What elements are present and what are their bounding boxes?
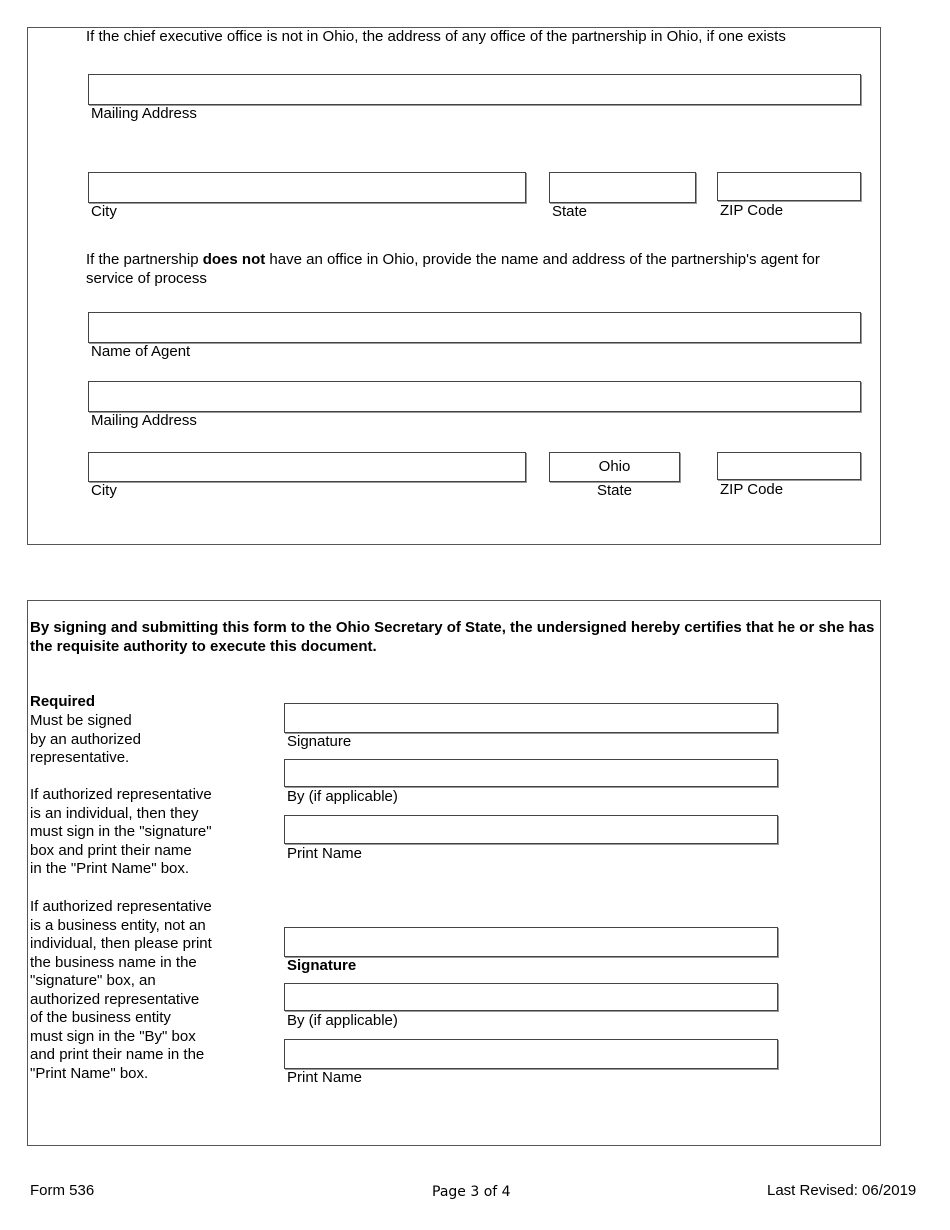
- business-entity-instructions: If authorized representative is a business entity, not an individual, then please print the business name in the "signature" box, an authorized representative of the business entity must sign in the "By" box and print their name in the "Print Name" box.: [30, 898, 212, 1082]
- agent-city-label: City: [91, 482, 117, 499]
- city-label: City: [91, 203, 117, 220]
- print-name-label-2: Print Name: [287, 1069, 363, 1086]
- print-name-input-1[interactable]: [284, 815, 778, 844]
- zip-code-label: ZIP Code: [720, 202, 784, 219]
- by-input-1[interactable]: [284, 759, 778, 787]
- signature-input-2[interactable]: [284, 927, 778, 957]
- state-label: State: [552, 203, 588, 220]
- agent-name-input[interactable]: [88, 312, 861, 343]
- ohio-office-instructions: If the chief executive office is not in Ohio, the address of any office of the partnership in Ohio, if one exists: [86, 28, 786, 45]
- page-number: Page 3 of 4: [432, 1184, 511, 1200]
- mailing-address-input[interactable]: [88, 74, 861, 105]
- state-input[interactable]: [549, 172, 696, 203]
- zip-code-input[interactable]: [717, 172, 861, 201]
- city-input[interactable]: [88, 172, 526, 203]
- required-instructions: Must be signed by an authorized representative.: [30, 712, 141, 766]
- agent-state-value: Ohio: [598, 458, 631, 475]
- print-name-input-2[interactable]: [284, 1039, 778, 1069]
- agent-mailing-address-input[interactable]: [88, 381, 861, 412]
- agent-zip-code-label: ZIP Code: [720, 481, 784, 498]
- agent-state-field[interactable]: [549, 452, 680, 482]
- signature-label-2: Signature: [287, 957, 357, 974]
- agent-state-label: State: [597, 482, 633, 499]
- agent-name-label: Name of Agent: [91, 343, 191, 360]
- signature-label-1: Signature: [287, 733, 352, 750]
- agent-instructions-emphasis: does not: [202, 251, 266, 268]
- by-label-1: By (if applicable): [287, 788, 398, 805]
- signature-input-1[interactable]: [284, 703, 778, 733]
- mailing-address-label: Mailing Address: [91, 105, 197, 122]
- form-number: Form 536: [30, 1182, 95, 1199]
- agent-zip-code-input[interactable]: [717, 452, 861, 480]
- by-label-2: By (if applicable): [287, 1012, 398, 1029]
- by-input-2[interactable]: [284, 983, 778, 1011]
- agent-instructions: If the partnership does not have an office in Ohio, provide the name and address of the partnership's agent for service of process: [86, 251, 820, 287]
- agent-mailing-address-label: Mailing Address: [91, 412, 197, 429]
- agent-city-input[interactable]: [88, 452, 526, 482]
- individual-instructions: If authorized representative is an individual, then they must sign in the "signature" box and print their name in the "Print Name" box.: [30, 786, 212, 877]
- certification-statement: By signing and submitting this form to the Ohio Secretary of State, the undersigned hereby certifies that he or she has the requisite authority to execute this document.: [30, 619, 875, 655]
- last-revised: Last Revised: 06/2019: [767, 1182, 917, 1199]
- required-heading: Required: [30, 693, 96, 710]
- print-name-label-1: Print Name: [287, 845, 363, 862]
